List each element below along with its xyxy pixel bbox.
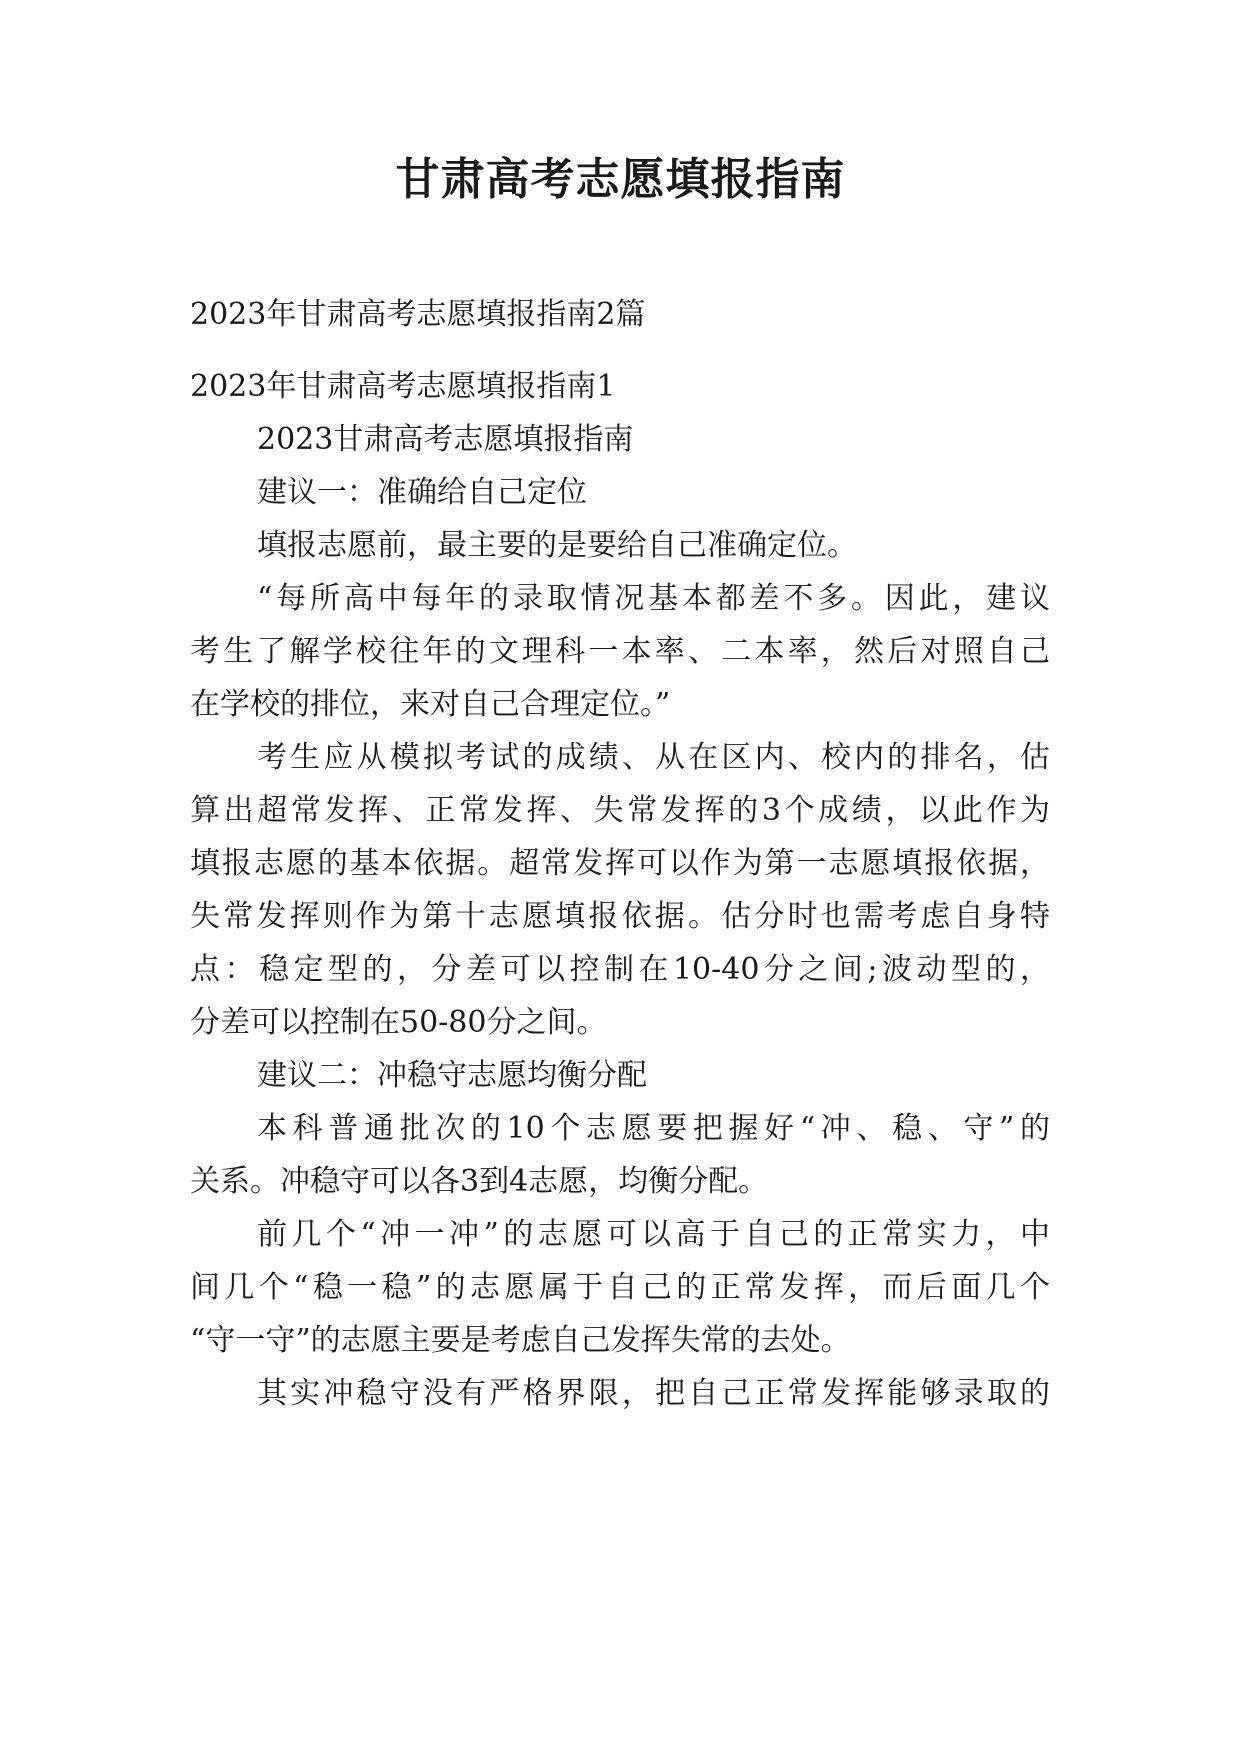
document-subtitle: 2023年甘肃高考志愿填报指南2篇: [190, 297, 646, 332]
paragraph-line: 建议二：冲稳守志愿均衡分配: [257, 1058, 647, 1093]
paragraph-line: 其实冲稳守没有严格界限，把自己正常发挥能够录取的: [257, 1376, 1050, 1411]
paragraph-line: 算出超常发挥、正常发挥、失常发挥的3个成绩，以此作为: [190, 793, 1050, 828]
paragraph-line: 填报志愿前，最主要的是要给自己准确定位。: [257, 528, 857, 563]
paragraph-line: 2023甘肃高考志愿填报指南: [257, 422, 634, 457]
paragraph-line: 点：稳定型的，分差可以控制在10-40分之间;波动型的，: [190, 952, 1050, 987]
paragraph-line: “守一守”的志愿主要是考虑自己发挥失常的去处。: [190, 1323, 851, 1358]
paragraph-line: 失常发挥则作为第十志愿填报依据。估分时也需考虑自身特: [190, 899, 1050, 934]
paragraph-line: 填报志愿的基本依据。超常发挥可以作为第一志愿填报依据，: [190, 846, 1050, 881]
paragraph-line: 前几个“冲一冲”的志愿可以高于自己的正常实力，中: [257, 1217, 1050, 1252]
paragraph-line: 本科普通批次的10个志愿要把握好“冲、稳、守”的: [257, 1111, 1050, 1146]
paragraph-line: 间几个“稳一稳”的志愿属于自己的正常发挥，而后面几个: [190, 1270, 1050, 1305]
document-title: 甘肃高考志愿填报指南: [395, 154, 846, 205]
paragraph-line: 在学校的排位，来对自己合理定位。”: [190, 687, 671, 722]
paragraph-line: 分差可以控制在50-80分之间。: [190, 1005, 607, 1040]
paragraph-line: 关系。冲稳守可以各3到4志愿，均衡分配。: [190, 1164, 769, 1199]
paragraph-line: 建议一：准确给自己定位: [257, 475, 587, 510]
section-heading: 2023年甘肃高考志愿填报指南1: [190, 369, 616, 404]
paragraph-line: 考生了解学校往年的文理科一本率、二本率，然后对照自己: [190, 634, 1050, 669]
paragraph-line: 考生应从模拟考试的成绩、从在区内、校内的排名，估: [257, 740, 1050, 775]
paragraph-line: “每所高中每年的录取情况基本都差不多。因此，建议: [257, 581, 1050, 616]
